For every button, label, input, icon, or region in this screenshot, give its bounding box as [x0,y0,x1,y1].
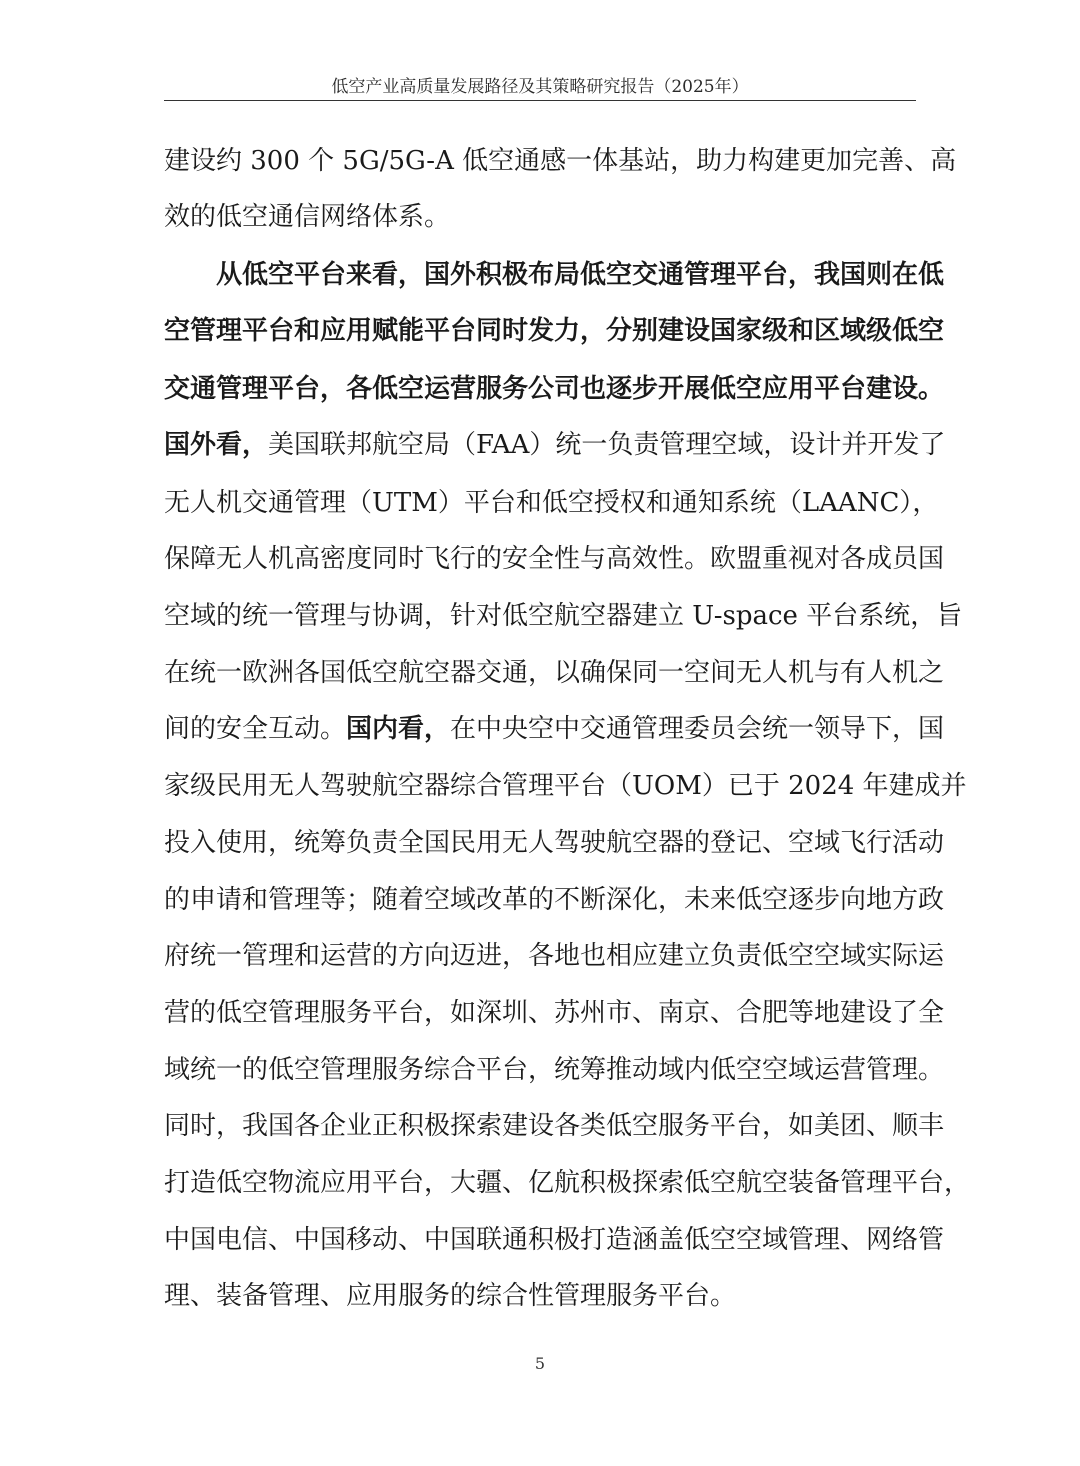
body-line: 在统一欧洲各国低空航空器交通，以确保同一空间无人机与有人机之 [164,658,945,688]
body-text: 美国联邦航空局（FAA）统一负责管理空域，设计并开发了 [268,430,946,460]
body-line: 效的低空通信网络体系。 [164,202,451,232]
body-line: 建设约 300 个 5G/5G-A 低空通感一体基站，助力构建更加完善、高 [164,146,957,176]
body-line: 空域的统一管理与协调，针对低空航空器建立 U-space 平台系统，旨 [164,601,963,631]
page-number: 5 [534,1354,546,1373]
body-line-bold: 从低空平台来看，国外积极布局低空交通管理平台，我国则在低 [216,260,945,290]
body-line: 打造低空物流应用平台，大疆、亿航积极探索低空航空装备管理平台， [164,1168,971,1198]
body-line-bold: 交通管理平台，各低空运营服务公司也逐步开展低空应用平台建设。 [164,374,945,404]
body-line: 投入使用，统筹负责全国民用无人驾驶航空器的登记、空域飞行活动 [164,828,945,858]
body-line: 无人机交通管理（UTM）平台和低空授权和通知系统（LAANC）， [164,488,939,518]
body-line-bold: 空管理平台和应用赋能平台同时发力，分别建设国家级和区域级低空 [164,316,945,346]
section-lead-domestic: 国内看， [346,714,451,744]
body-line: 理、装备管理、应用服务的综合性管理服务平台。 [164,1281,737,1311]
page-header-title: 低空产业高质量发展路径及其策略研究报告（2025年） [331,77,749,97]
section-lead-foreign: 国外看， [164,430,269,460]
body-line: 府统一管理和运营的方向迈进，各地也相应建立负责低空空域实际运 [164,941,945,971]
body-line: 同时，我国各企业正积极探索建设各类低空服务平台，如美团、顺丰 [164,1111,945,1141]
body-text: 间的安全互动。 [164,714,347,744]
body-line [164,709,945,749]
body-line [164,425,946,465]
body-line: 域统一的低空管理服务综合平台，统筹推动域内低空空域运营管理。 [164,1055,945,1085]
header-divider [164,100,916,101]
body-line: 保障无人机高密度同时飞行的安全性与高效性。欧盟重视对各成员国 [164,544,945,574]
body-line: 中国电信、中国移动、中国联通积极打造涵盖低空空域管理、网络管 [164,1225,945,1255]
body-text: 在中央空中交通管理委员会统一领导下，国 [450,714,945,744]
body-line: 营的低空管理服务平台，如深圳、苏州市、南京、合肥等地建设了全 [164,998,945,1028]
body-line: 家级民用无人驾驶航空器综合管理平台（UOM）已于 2024 年建成并 [164,771,967,801]
body-line: 的申请和管理等；随着空域改革的不断深化，未来低空逐步向地方政 [164,885,945,915]
